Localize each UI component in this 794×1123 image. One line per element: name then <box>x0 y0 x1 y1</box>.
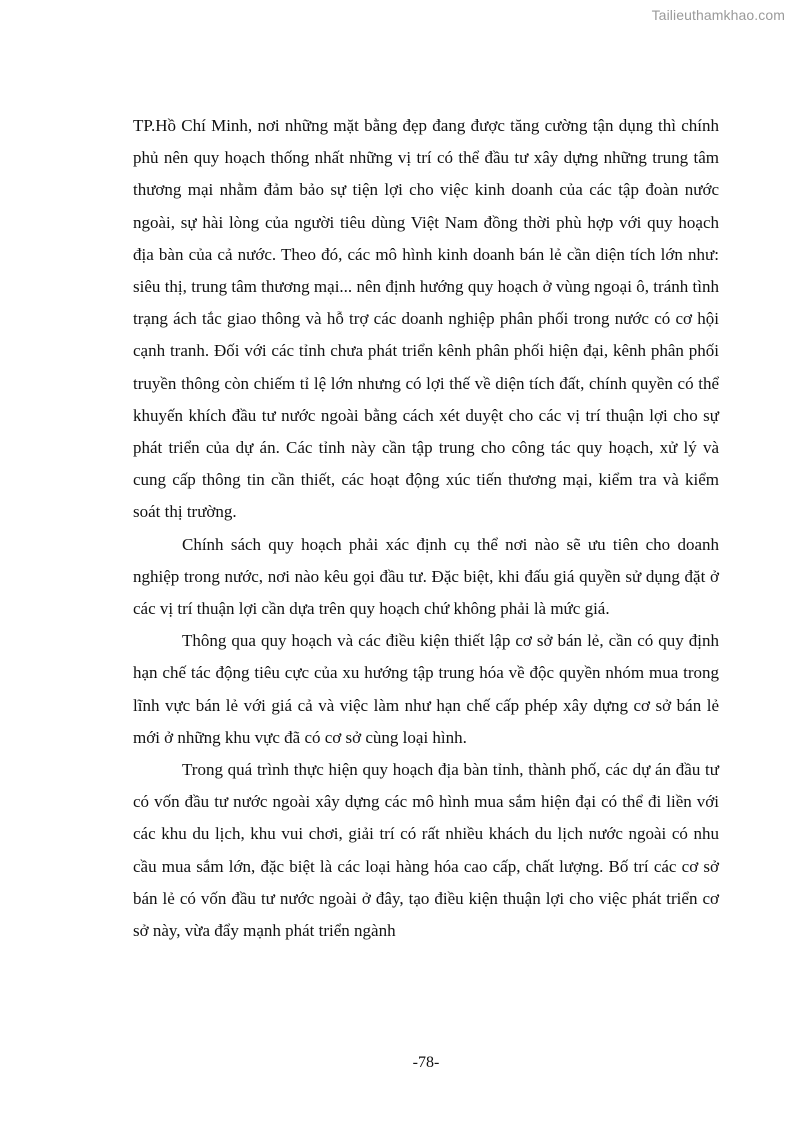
paragraph-3: Thông qua quy hoạch và các điều kiện thiết lập cơ sở bán lẻ, cần có quy định hạn chế tác động tiêu cực của xu hướng tập trung hóa về độc quyền nhóm mua trong lĩnh vực bán lẻ với giá cả và việc làm như hạn chế cấp phép xây dựng cơ sở bán lẻ mới ở những khu vực đã có cơ sở cùng loại hình. <box>133 631 719 747</box>
page-number: -78- <box>412 1054 440 1071</box>
document-body <box>133 110 719 947</box>
paragraph-2: Chính sách quy hoạch phải xác định cụ thể nơi nào sẽ ưu tiên cho doanh nghiệp trong nước, nơi nào kêu gọi đầu tư. Đặc biệt, khi đấu giá quyền sử dụng đặt ở các vị trí thuận lợi cần dựa trên quy hoạch chứ không phải là mức giá. <box>133 534 719 619</box>
paragraph-1: TP.Hồ Chí Minh, nơi những mặt bằng đẹp đang được tăng cường tận dụng thì chính phủ nên quy hoạch thống nhất những vị trí có thể đầu tư xây dựng những trung tâm thương mại nhằm đảm bảo sự tiện lợi cho việc kinh doanh của các tập đoàn nước ngoài, sự hài lòng của người tiêu dùng Việt Nam đồng thời phù hợp với quy hoạch địa bàn của cả nước. Theo đó, các mô hình kinh doanh bán lẻ cần diện tích lớn như: siêu thị, trung tâm thương mại... nên định hướng quy hoạch ở vùng ngoại ô, tránh tình trạng ách tắc giao thông và hỗ trợ các doanh nghiệp phân phối trong nước có cơ hội cạnh tranh. Đối với các tỉnh chưa phát triển kênh phân phối hiện đại, kênh phân phối truyền thông còn chiếm tỉ lệ lớn nhưng có lợi thế về diện tích đất, chính quyền có thể khuyến khích đầu tư nước ngoài bằng cách xét duyệt cho các vị trí thuận lợi cho sự phát triển của dự án. Các tỉnh này cần tập trung cho công tác quy hoạch, xử lý và cung cấp thông tin cần thiết, các hoạt động xúc tiến thương mại, kiểm tra và kiểm soát thị trường. <box>133 116 719 522</box>
paragraph-4: Trong quá trình thực hiện quy hoạch địa bàn tỉnh, thành phố, các dự án đầu tư có vốn đầu tư nước ngoài xây dựng các mô hình mua sắm hiện đại có thể đi liền với các khu du lịch, khu vui chơi, giải trí có rất nhiều khách du lịch nước ngoài có nhu cầu mua sắm lớn, đặc biệt là các loại hàng hóa cao cấp, chất lượng. Bố trí các cơ sở bán lẻ có vốn đầu tư nước ngoài ở đây, tạo điều kiện thuận lợi cho việc phát triển cơ sở này, vừa đẩy mạnh phát triển ngành <box>133 760 719 941</box>
watermark: Tailieuthamkhao.com <box>651 7 785 23</box>
